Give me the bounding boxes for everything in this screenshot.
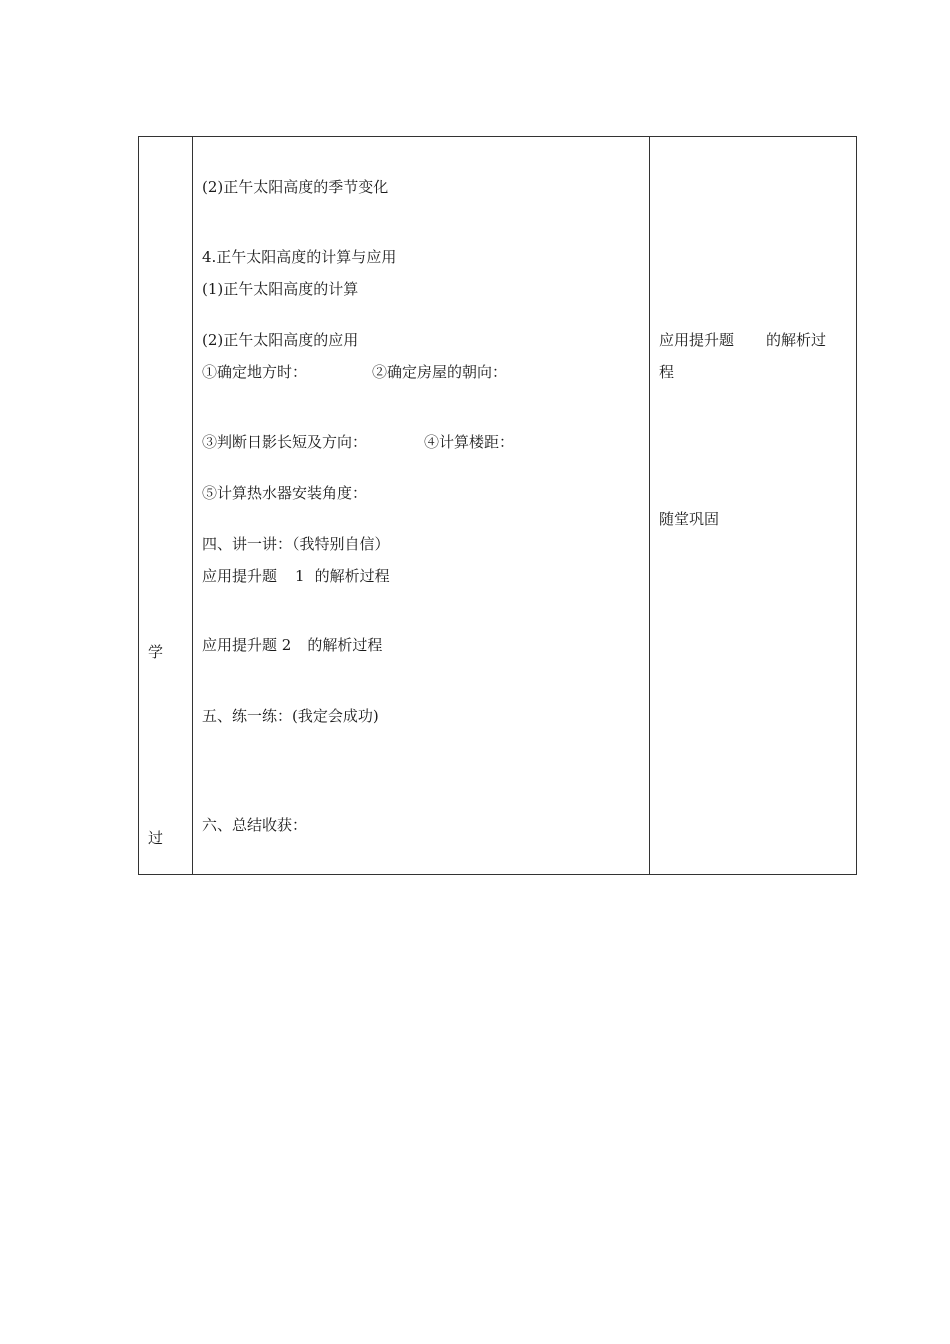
right-problem-analysis-cont: 程 — [659, 363, 675, 381]
item-house-orientation: ②确定房屋的朝向： — [372, 363, 508, 381]
section-4-talk: 四、讲一讲：（我特别自信） — [202, 535, 390, 553]
problem-1-analysis: 应用提升题 1 的解析过程 — [202, 567, 390, 585]
subsection-calculation: (1)正午太阳高度的计算 — [202, 280, 359, 298]
subsection-application: (2)正午太阳高度的应用 — [202, 331, 359, 349]
item-shadow-length: ③判断日影长短及方向： — [202, 433, 368, 451]
right-in-class-review: 随堂巩固 — [659, 510, 720, 528]
right-problem-analysis: 应用提升题 的解析过 — [659, 331, 827, 349]
item-water-heater-angle: ⑤计算热水器安装角度： — [202, 484, 368, 502]
section-4-heading: 4.正午太阳高度的计算与应用 — [202, 248, 397, 266]
item-local-time: ①确定地方时： — [202, 363, 308, 381]
section-seasonal-change: (2)正午太阳高度的季节变化 — [202, 178, 389, 196]
left-column-char-2: 过 — [148, 829, 164, 847]
problem-2-analysis: 应用提升题 2 的解析过程 — [202, 636, 383, 654]
column-divider-right — [649, 137, 650, 874]
section-5-practice: 五、练一练：(我定会成功) — [202, 707, 379, 725]
left-column-char-1: 学 — [148, 643, 164, 661]
section-6-summary: 六、总结收获： — [202, 816, 308, 834]
column-divider-left — [192, 137, 193, 874]
lesson-table — [138, 136, 857, 875]
item-building-distance: ④计算楼距： — [424, 433, 515, 451]
